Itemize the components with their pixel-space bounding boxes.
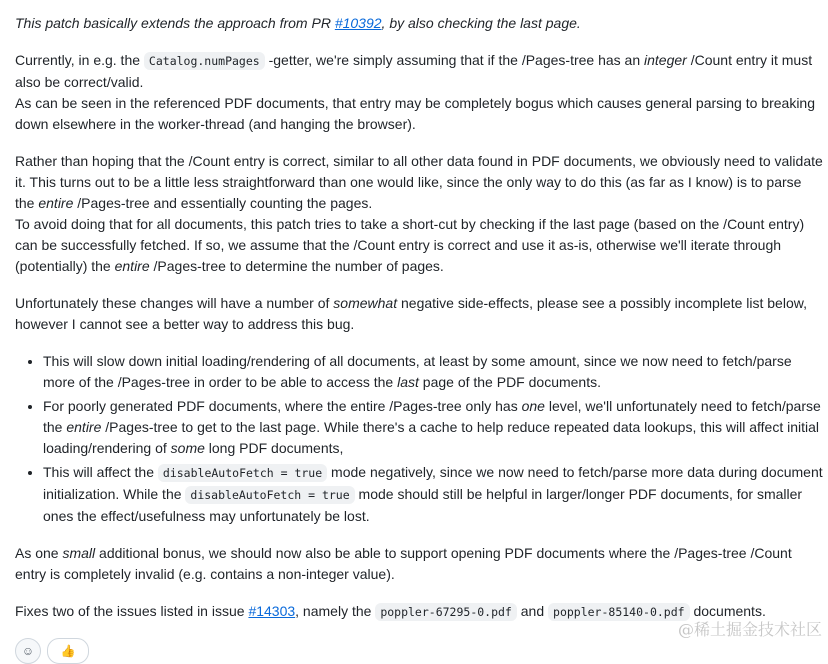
paragraph-validation: Rather than hoping that the /Count entry is correct, similar to all other data found in PDF documents, we obviously need to validate it. This turns out to be a little less straightforward than one would like, since the only way to do this (as far as I know) is to parse the entire /Pages-tree and essentially counting the pages. To avoid doing that for all documents, this patch tries to take a short-cut by checking if the last page (based on the /Count entry) can be successfully fetched. If so, we assume that the /Count entry is correct and use it as-is, otherwise we'll iterate through (potentially) the entire /Pages-tree to determine the number of pages.	[15, 153, 823, 274]
list-item: • This will slow down initial loading/rendering of all documents, at least by some amount, since we now need to fetch/parse more of the /Pages-tree in order to be able to access the last page of the PDF documents.	[43, 351, 823, 393]
inline-code: disableAutoFetch = true	[185, 486, 354, 504]
paragraph-fixes: Fixes two of the issues listed in issue #14303, namely the poppler-67295-0.pdf and poppler-85140-0.pdf documents.	[15, 603, 766, 619]
inline-code: poppler-67295-0.pdf	[375, 603, 517, 621]
add-reaction-button[interactable]	[15, 638, 41, 664]
list-item: • This will affect the disableAutoFetch = true mode negatively, since we now need to fetch/parse more data during document initialization. While the disableAutoFetch = true mode should still be helpful in larger/longer PDF documents, for smaller ones the effect/usefulness may unfortunately be lost.	[43, 462, 823, 527]
thumbs-up-icon: 👍	[60, 643, 76, 658]
intro-paragraph: This patch basically extends the approach from PR #10392, by also checking the last page.	[15, 15, 581, 31]
paragraph-bonus: As one small additional bonus, we should now also be able to support opening PDF documents where the /Pages-tree /Count entry is completely invalid (e.g. contains a non-integer value).	[15, 545, 792, 582]
list-item: • For poorly generated PDF documents, where the entire /Pages-tree only has one level, we'll unfortunately need to fetch/parse the entire /Pages-tree to get to the last page. While there's a cache to help reduce repeated data lookups, this will affect initial loading/rendering of some long PDF documents,	[43, 396, 823, 459]
pr-link[interactable]: #10392	[334, 15, 382, 31]
smiley-icon: ☺	[21, 643, 35, 658]
issue-link[interactable]: #14303	[248, 603, 296, 619]
side-effects-list	[15, 351, 823, 527]
thumbs-up-reaction[interactable]	[47, 638, 89, 664]
comment-body	[15, 13, 823, 639]
reactions-bar	[15, 638, 89, 664]
inline-code: Catalog.numPages	[144, 52, 265, 70]
inline-code: poppler-85140-0.pdf	[548, 603, 690, 621]
paragraph-side-effects: Unfortunately these changes will have a number of somewhat negative side-effects, please see a possibly incomplete list below, however I cannot see a better way to address this bug.	[15, 295, 807, 332]
watermark: @稀土掘金技术社区	[677, 620, 822, 639]
inline-code: disableAutoFetch = true	[158, 464, 327, 482]
paragraph-current-behavior: Currently, in e.g. the Catalog.numPages -getter, we're simply assuming that if the /Pages-tree has an integer /Count entry it must also be correct/valid. As can be seen in the referenced PDF documents, that entry may be completely bogus which causes general parsing to breaking down elsewhere in the worker-thread (and hanging the browser).	[15, 52, 816, 132]
